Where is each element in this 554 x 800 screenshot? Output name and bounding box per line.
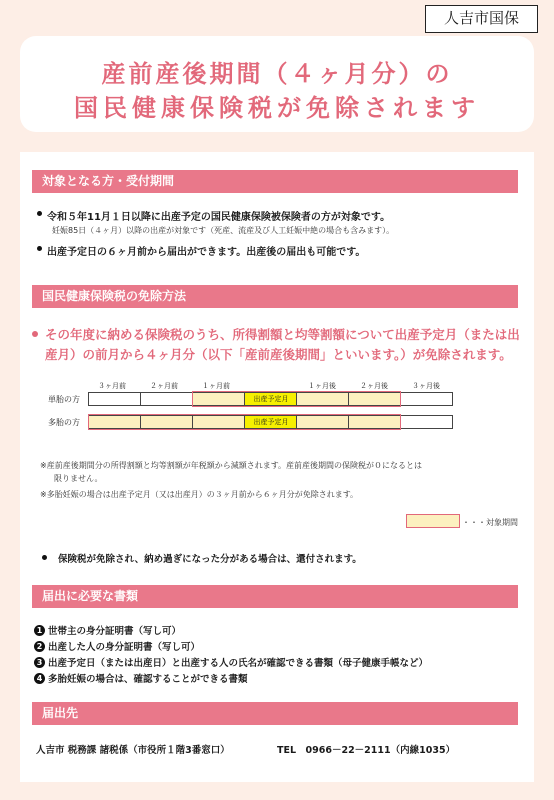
note-1-line1: ※産前産後期間分の所得割額と均等割額が年税額から減額されます。産前産後期間の保険税が０になるとは (40, 461, 423, 470)
note-2: ※多胎妊娠の場合は出産予定月（又は出産月）の３ヶ月前から６ヶ月分が免除されます。 (40, 490, 359, 499)
timeline-cell (400, 415, 453, 429)
covered-period-outline (88, 414, 401, 430)
section-heading-documents: 届出に必要な書類 (32, 585, 518, 608)
timeline-cell (140, 392, 193, 406)
bullet-dot (32, 331, 38, 337)
document-item: 4 多胎妊娠の場合は、確認することができる書類 (34, 671, 248, 685)
month-label: １ヶ月前 (202, 382, 230, 390)
section-heading-eligibility: 対象となる方・受付期間 (32, 170, 518, 193)
number-badge: 2 (34, 641, 45, 652)
method-lead-line1: その年度に納める保険税のうち、所得割額と均等割額について出産予定月（または出 (45, 327, 520, 342)
bullet-dot (37, 246, 42, 251)
timeline-cell (88, 392, 141, 406)
number-badge: 3 (34, 657, 45, 668)
due-month-label: 出産予定月 (253, 418, 289, 426)
section-heading-submit: 届出先 (32, 702, 518, 725)
submit-tel: TEL 0966－22－2111（内線1035） (277, 745, 456, 756)
row-label-single: 単胎の方 (48, 395, 80, 404)
page-title-line2: 国民健康保険税が免除されます (74, 94, 480, 122)
title-box (20, 36, 534, 132)
month-label: ２ヶ月後 (360, 382, 388, 390)
month-label: ３ヶ月前 (98, 382, 126, 390)
document-item: 1 世帯主の身分証明書（写し可） (34, 623, 181, 637)
month-label: ３ヶ月後 (412, 382, 440, 390)
bullet-dot (42, 555, 47, 560)
row-label-multi: 多胎の方 (48, 418, 80, 427)
note-1-line2: 限りません。 (54, 474, 103, 483)
month-label: ２ヶ月前 (150, 382, 178, 390)
page-title-line1: 産前産後期間（４ヶ月分）の (101, 60, 453, 88)
covered-period-outline (192, 391, 401, 407)
legend-label: ・・・対象期間 (462, 518, 518, 527)
eligibility-item-2: 出産予定日の６ヶ月前から届出ができます。出産後の届出も可能です。 (47, 247, 366, 258)
eligibility-item-1: 令和５年11月１日以降に出産予定の国民健康保険被保険者の方が対象です。 (47, 212, 391, 223)
legend-swatch (406, 514, 460, 528)
document-item: 3 出産予定日（または出産日）と出産する人の氏名が確認できる書類（母子健康手帳など） (34, 655, 428, 669)
section-heading-method: 国民健康保険税の免除方法 (32, 285, 518, 308)
document-item: 2 出産した人の身分証明書（写し可） (34, 639, 200, 653)
content-panel (20, 152, 534, 782)
number-badge: 1 (34, 625, 45, 636)
bullet-dot (37, 211, 42, 216)
method-lead-line2: 産月）の前月から４ヶ月分（以下「産前産後期間」といいます。）が免除されます。 (45, 347, 512, 362)
refund-note: 保険税が免除され、納め過ぎになった分がある場合は、還付されます。 (58, 554, 362, 565)
eligibility-item-1-note: 妊娠85日（４ヶ月）以降の出産が対象です（死産、流産及び人工妊娠中絶の場合も含みます）。 (52, 226, 395, 235)
submit-office: 人吉市 税務課 諸税係（市役所１階3番窓口） (36, 745, 230, 756)
timeline-cell (400, 392, 453, 406)
number-badge: 4 (34, 673, 45, 684)
month-label: １ヶ月後 (308, 382, 336, 390)
due-month-label: 出産予定月 (253, 395, 289, 403)
city-tag: 人吉市国保 (425, 5, 538, 33)
